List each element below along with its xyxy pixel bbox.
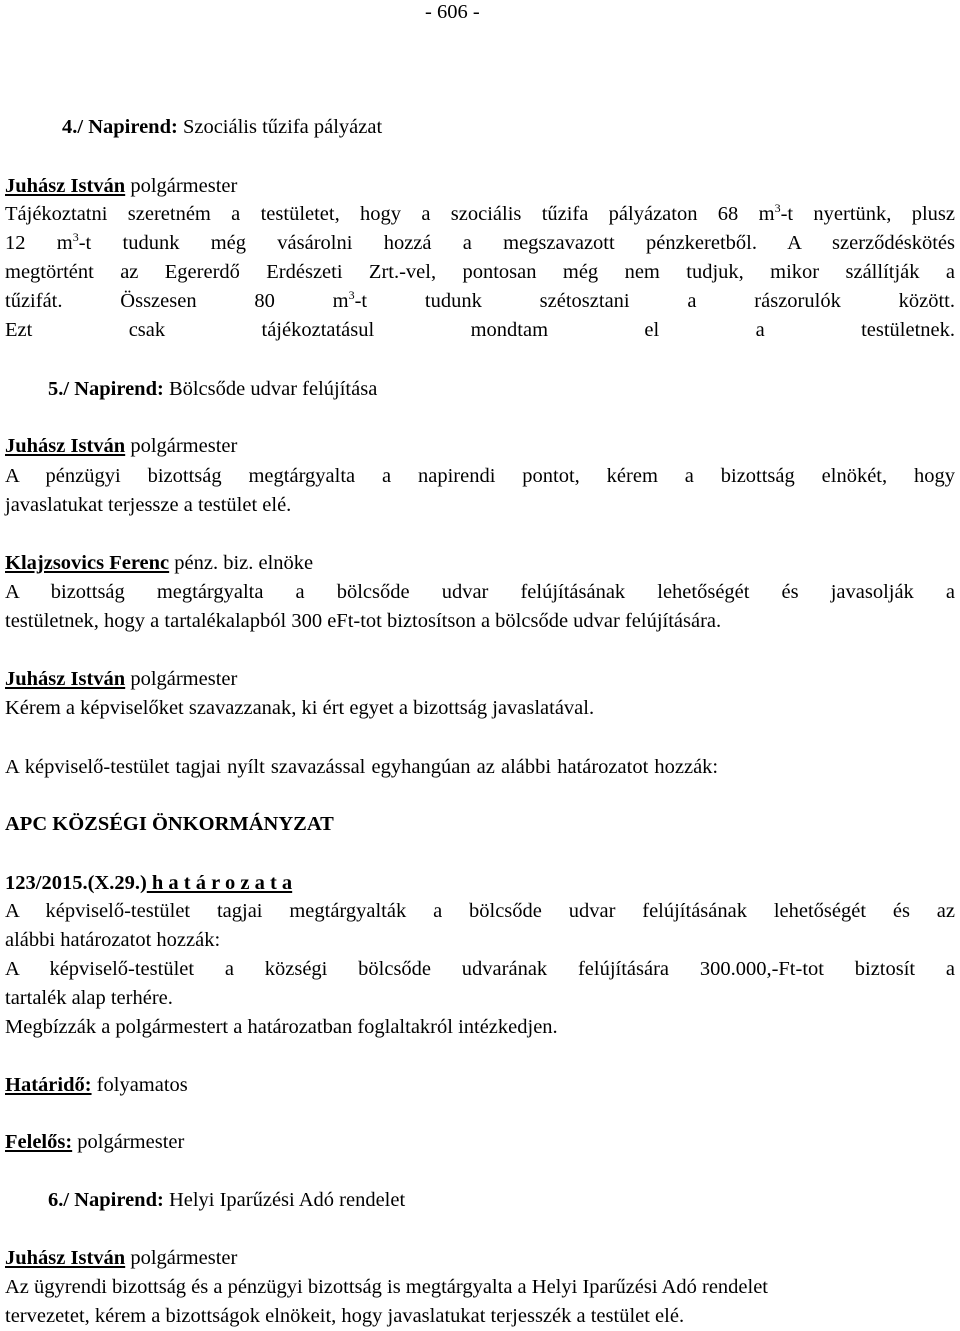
agenda-item-title: Bölcsőde udvar felújítása [163,378,378,400]
agenda-item-number: 5./ Napirend: [48,378,164,400]
paragraph [5,694,955,723]
speaker-line [5,665,955,694]
resolution-header [5,869,955,898]
speaker-name: Juhász István [5,1247,126,1269]
deadline-label: Határidő: [5,1074,92,1096]
speaker-role: pénz. biz. elnöke [169,552,314,574]
agenda-item-number: 4./ Napirend: [62,116,178,138]
speaker-name: Juhász István [5,175,126,197]
superscript: 3 [774,201,781,216]
organization-title: APC KÖZSÉGI ÖNKORMÁNYZAT [5,813,334,835]
paragraph [5,1273,955,1331]
resolution-word: h a t á r o z a t a [146,872,293,894]
agenda-item-title: Helyi Iparűzési Adó rendelet [163,1189,406,1211]
agenda-item-4-heading [62,113,960,142]
text-fragment: -t tudunk szétosztani a rászorulók között. [354,290,955,312]
deadline-value: folyamatos [91,1074,188,1096]
speaker-line [5,1244,955,1273]
paragraph [5,462,955,520]
text-line [5,229,955,258]
responsible-value: polgármester [72,1131,185,1153]
text-line: megtörtént az Egererdő Erdészeti Zrt.-vel, pontosan még nem tudjuk, mikor szállítják a [5,261,955,283]
text-line: A képviselő-testület a községi bölcsőde udvarának felújítására 300.000,-Ft-tot biztosít a [5,958,955,980]
speaker-line [5,549,955,578]
agenda-item-title: Szociális tűzifa pályázat [177,116,383,138]
text-line: tervezetet, kérem a bizottságok elnökeit, hogy javaslatukat terjesszék a testület elé. [5,1305,685,1327]
text-line: A pénzügyi bizottság megtárgyalta a napirendi pontot, kérem a bizottság elnökét, hogy [5,465,955,487]
resolution-number: 123/2015.(X.29.) [5,872,147,894]
resolution-body [5,897,955,1042]
text-line: Ezt csak tájékoztatásul mondtam el a testületnek. [5,319,955,341]
text-fragment: -t nyertünk, plusz [780,203,955,225]
speaker-role: polgármester [125,175,238,197]
agenda-item-6-heading [48,1186,960,1215]
text-line: alábbi határozatot hozzák: [5,929,221,951]
agenda-item-5-heading [48,375,960,404]
page-number: - 606 - [425,1,480,23]
speaker-role: polgármester [125,1247,238,1269]
agenda-item-number: 6./ Napirend: [48,1189,164,1211]
speaker-name: Juhász István [5,668,126,690]
text-fragment: -t tudunk még vásárolni hozzá a megszavazott pénzkeretből. A szerződéskötés [78,232,955,254]
responsible-line [5,1128,955,1157]
text-line: Kérem a képviselőket szavazzanak, ki ért egyet a bizottság javaslatával. [5,697,595,719]
text-line [5,287,955,316]
superscript: 3 [348,288,355,303]
text-line: A bizottság megtárgyalta a bölcsőde udvar felújításának lehetőségét és javasolják a [5,581,955,603]
speaker-role: polgármester [125,668,238,690]
text-fragment: tűzifát. Összesen 80 m [5,290,349,312]
text-line: A képviselő-testület tagjai megtárgyalták a bölcsőde udvar felújításának lehetőségét és az [5,900,955,922]
vote-statement [5,753,955,782]
text-line: Az ügyrendi bizottság és a pénzügyi bizottság is megtárgyalta a Helyi Iparűzési Adó rendelet [5,1276,769,1298]
deadline-line [5,1071,955,1100]
speaker-line [5,172,955,201]
paragraph-s4 [5,200,955,345]
text-line: javaslatukat terjessze a testület elé. [5,494,292,516]
text-line: Megbízzák a polgármestert a határozatban foglaltakról intézkedjen. [5,1016,558,1038]
text-line: A képviselő-testület tagjai nyílt szavazással egyhangúan az alábbi határozatot hozzák: [5,756,719,778]
text-line [5,200,955,229]
paragraph [5,578,955,636]
speaker-line [5,432,955,461]
superscript: 3 [72,230,79,245]
text-fragment: 12 m [5,232,73,254]
speaker-name: Juhász István [5,435,126,457]
text-fragment: Tájékoztatni szeretném a testületet, hogy a szociális tűzifa pályázaton 68 m [5,203,775,225]
text-line: testületnek, hogy a tartalékalapból 300 eFt-tot biztosítson a bölcsőde udvar felújítására. [5,610,722,632]
responsible-label: Felelős: [5,1131,73,1153]
text-line: tartalék alap terhére. [5,987,173,1009]
speaker-role: polgármester [125,435,238,457]
speaker-name: Klajzsovics Ferenc [5,552,170,574]
